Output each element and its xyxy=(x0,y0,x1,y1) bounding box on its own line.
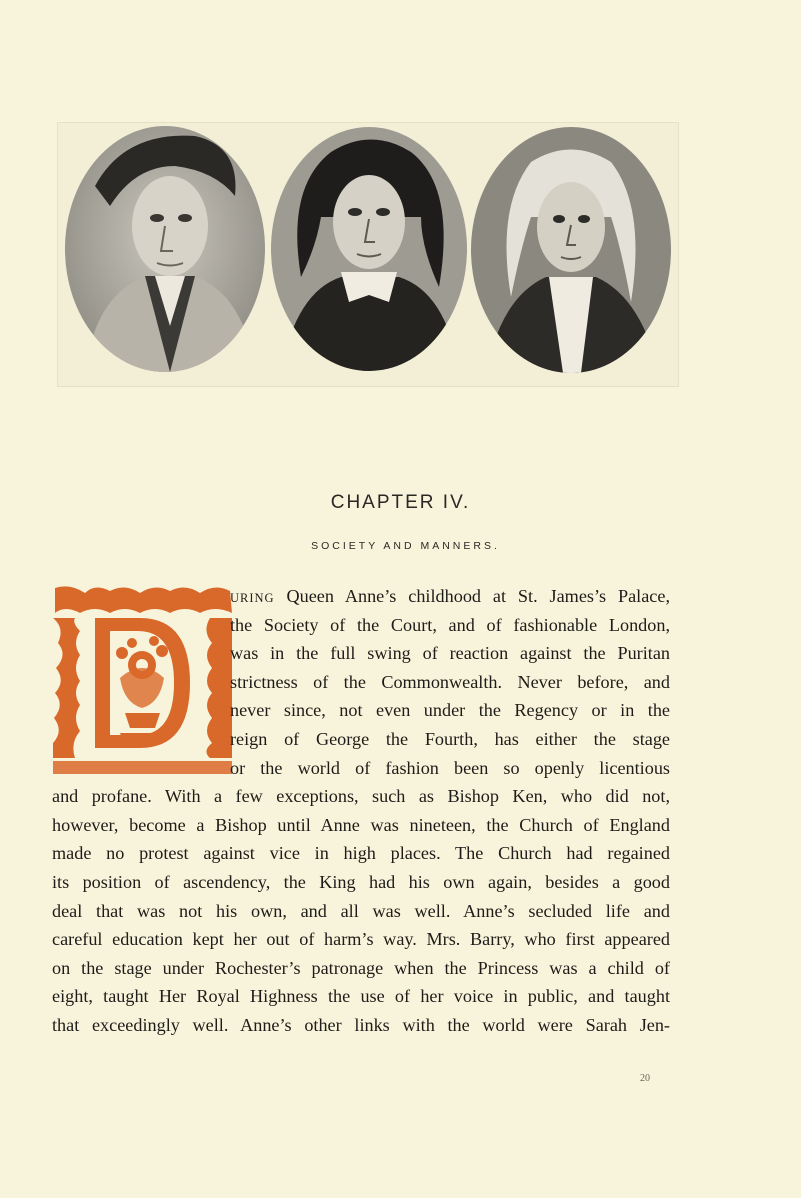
text-line-13: careful education kept her out of harm’s way. Mrs. Barry, who first appeared xyxy=(52,929,670,950)
portrait-powdered-wig xyxy=(471,127,671,373)
dropcap-rest: URING xyxy=(230,591,275,605)
text-line-11: its position of ascendency, the King had his own again, besides a good xyxy=(52,871,670,892)
text-line-6: reign of George the Fourth, has either the stage xyxy=(230,728,670,749)
text-line-8: and profane. With a few exceptions, such as Bishop Ken, who did not, xyxy=(52,786,670,807)
text-line-7: or the world of fashion been so openly licentious xyxy=(230,757,670,778)
text-line-3: was in the full swing of reaction against the Puritan xyxy=(230,643,670,664)
text-line-9: however, become a Bishop until Anne was nineteen, the Church of England xyxy=(52,814,670,835)
portrait-wig-cap xyxy=(65,126,265,372)
text-line-16: that exceedingly well. Anne’s other links with the world were Sarah Jen- xyxy=(52,1014,670,1035)
page-number: 20 xyxy=(640,1073,650,1084)
text-line-4: strictness of the Commonwealth. Never before, and xyxy=(230,671,670,692)
chapter-subtitle: SOCIETY AND MANNERS. xyxy=(311,540,500,552)
body-text xyxy=(52,582,670,1040)
text-line-2: the Society of the Court, and of fashionable London, xyxy=(230,614,670,635)
text-line-10: made no protest against vice in high places. The Church had regained xyxy=(52,843,670,864)
chapter-title: CHAPTER IV. xyxy=(330,492,471,513)
text-line-1: URING Queen Anne’s childhood at St. James’s Palace, xyxy=(230,586,670,606)
text-line-15: eight, taught Her Royal Highness the use of her voice in public, and taught xyxy=(52,986,670,1007)
text-line-14: on the stage under Rochester’s patronage when the Princess was a child of xyxy=(52,957,670,978)
text-line-5: never since, not even under the Regency or in the xyxy=(230,700,670,721)
portrait-clergyman xyxy=(271,127,467,371)
portrait-plate xyxy=(57,122,679,387)
text-line-12: deal that was not his own, and all was well. Anne’s secluded life and xyxy=(52,900,670,921)
